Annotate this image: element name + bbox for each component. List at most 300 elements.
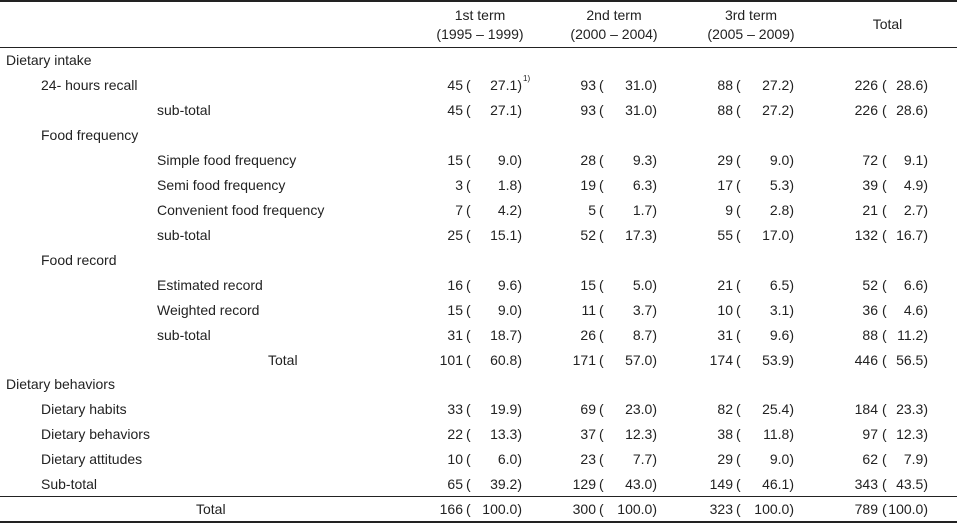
row-label: Dietary behaviors	[41, 426, 150, 442]
paren-close: )	[652, 501, 657, 517]
cell-count: 55	[717, 227, 733, 243]
paren-open: (	[466, 476, 471, 492]
cell-percent	[617, 323, 657, 348]
paren-open: (	[882, 277, 887, 293]
cell-percent	[754, 397, 794, 422]
paren-close: )	[517, 202, 522, 218]
paren-open: (	[882, 327, 887, 343]
cell-count: 82	[717, 401, 733, 417]
cell-count: 132	[854, 227, 878, 243]
bottom-rule	[0, 521, 957, 523]
cell-percent	[482, 148, 522, 173]
paren-open: (	[882, 476, 887, 492]
row-label: 24- hours recall	[41, 77, 138, 93]
row-label: Weighted record	[157, 302, 260, 318]
paren-close: )	[789, 177, 794, 193]
paren-open: (	[466, 352, 471, 368]
cell-percent	[482, 447, 522, 472]
percent-value: 6.5	[769, 277, 790, 293]
cell-count: 88	[862, 327, 878, 343]
percent-value: 5.0	[632, 277, 653, 293]
percent-value: 5.3	[769, 177, 790, 193]
cell-percent	[888, 447, 928, 472]
paren-close: )	[517, 451, 522, 467]
paren-close: )	[923, 227, 928, 243]
paren-open: (	[736, 501, 741, 517]
paren-close: )	[923, 202, 928, 218]
paren-open: (	[736, 302, 741, 318]
row-label: Convenient food frequency	[157, 202, 325, 218]
percent-value: 28.6	[896, 102, 924, 118]
cell-percent	[617, 422, 657, 447]
paren-open: (	[736, 352, 741, 368]
cell-percent	[888, 273, 928, 298]
paren-open: (	[466, 501, 471, 517]
percent-value: 15.1	[490, 227, 518, 243]
row-label: Dietary attitudes	[41, 451, 143, 467]
cell-percent	[617, 348, 657, 373]
cell-percent	[754, 348, 794, 373]
paren-open: (	[736, 202, 741, 218]
paren-open: (	[882, 77, 887, 93]
table-row	[0, 73, 957, 98]
cell-count: 21	[862, 202, 878, 218]
paren-close: )	[517, 476, 522, 492]
paren-open: (	[882, 401, 887, 417]
row-label: Dietary habits	[41, 401, 127, 417]
paren-close: )	[789, 352, 794, 368]
cell-percent	[754, 198, 794, 223]
paren-close: )	[517, 501, 522, 517]
paren-open: (	[466, 401, 471, 417]
percent-value: 46.1	[762, 476, 790, 492]
percent-value: 27.1	[490, 102, 518, 118]
paren-close: )	[517, 177, 522, 193]
cell-percent	[754, 323, 794, 348]
paren-open: (	[882, 177, 887, 193]
cell-count: 72	[862, 152, 878, 168]
table-row	[0, 48, 957, 73]
table-row	[0, 98, 957, 123]
paren-close: )	[789, 476, 794, 492]
cell-count: 69	[580, 401, 596, 417]
percent-value: 7.9	[903, 451, 924, 467]
percent-value: 23.0	[625, 401, 653, 417]
cell-count: 226	[854, 102, 878, 118]
cell-percent	[888, 422, 928, 447]
cell-count: 9	[725, 202, 733, 218]
table-row	[0, 422, 957, 447]
paren-open: (	[736, 277, 741, 293]
paren-close: )	[652, 327, 657, 343]
cell-count: 36	[862, 302, 878, 318]
cell-percent	[482, 198, 522, 223]
paren-open: (	[599, 102, 604, 118]
paren-open: (	[736, 102, 741, 118]
cell-percent	[482, 323, 522, 348]
paren-close: )	[923, 77, 928, 93]
percent-value: 100.0	[888, 501, 924, 517]
percent-value: 6.0	[497, 451, 518, 467]
cell-count: 300	[572, 501, 596, 517]
table-row	[0, 223, 957, 248]
paren-open: (	[882, 302, 887, 318]
paren-open: (	[599, 202, 604, 218]
percent-value: 60.8	[490, 352, 518, 368]
term-years: (1995 – 1999)	[436, 26, 524, 42]
paren-close: )	[517, 401, 522, 417]
cell-percent	[617, 447, 657, 472]
paren-open: (	[466, 102, 471, 118]
row-label: Sub-total	[41, 476, 98, 492]
cell-percent	[888, 323, 928, 348]
paren-open: (	[599, 426, 604, 442]
paren-open: (	[599, 152, 604, 168]
cell-count: 23	[580, 451, 596, 467]
paren-open: (	[599, 401, 604, 417]
cell-count: 15	[580, 277, 596, 293]
percent-value: 2.7	[903, 202, 924, 218]
cell-percent	[482, 273, 522, 298]
cell-percent	[754, 472, 794, 497]
paren-close: )	[789, 401, 794, 417]
paren-close: )	[652, 202, 657, 218]
paren-open: (	[599, 77, 604, 93]
row-label: Total	[196, 501, 226, 517]
cell-percent	[617, 73, 657, 98]
cell-percent	[617, 497, 657, 522]
term-years: (2005 – 2009)	[707, 26, 795, 42]
paren-open: (	[882, 102, 887, 118]
cell-count: 37	[580, 426, 596, 442]
paren-open: (	[882, 501, 887, 517]
percent-value: 18.7	[490, 327, 518, 343]
percent-value: 27.2	[762, 77, 790, 93]
percent-value: 100.0	[617, 501, 653, 517]
percent-value: 100.0	[482, 501, 518, 517]
cell-count: 15	[447, 302, 463, 318]
cell-percent	[888, 348, 928, 373]
paren-close: )	[652, 77, 657, 93]
table-row	[0, 447, 957, 472]
cell-count: 101	[439, 352, 463, 368]
paren-close: )	[923, 177, 928, 193]
cell-count: 93	[580, 77, 596, 93]
percent-value: 100.0	[754, 501, 790, 517]
cell-count: 789	[854, 501, 878, 517]
paren-close: )	[652, 102, 657, 118]
cell-count: 38	[717, 426, 733, 442]
paren-open: (	[882, 202, 887, 218]
paren-close: )	[923, 451, 928, 467]
cell-count: 97	[862, 426, 878, 442]
paren-close: )	[652, 277, 657, 293]
cell-percent	[754, 447, 794, 472]
percent-value: 17.0	[762, 227, 790, 243]
percent-value: 6.3	[632, 177, 653, 193]
cell-count: 29	[717, 152, 733, 168]
paren-close: )	[517, 352, 522, 368]
paren-open: (	[736, 401, 741, 417]
header-total: Total	[872, 16, 903, 32]
cell-percent	[888, 223, 928, 248]
paren-close: )	[789, 227, 794, 243]
cell-count: 15	[447, 152, 463, 168]
top-rule	[0, 0, 957, 2]
table-row	[0, 273, 957, 298]
cell-count: 52	[580, 227, 596, 243]
term-years: (2000 – 2004)	[570, 26, 658, 42]
paren-open: (	[882, 227, 887, 243]
paren-close: )	[789, 152, 794, 168]
percent-value: 16.7	[896, 227, 924, 243]
paren-open: (	[466, 451, 471, 467]
cell-count: 10	[717, 302, 733, 318]
paren-open: (	[466, 152, 471, 168]
percent-value: 27.1	[490, 77, 518, 93]
cell-percent	[888, 298, 928, 323]
percent-value: 11.8	[763, 426, 790, 442]
table-row	[0, 323, 957, 348]
row-label: Estimated record	[157, 277, 263, 293]
paren-open: (	[736, 177, 741, 193]
percent-value: 13.3	[490, 426, 518, 442]
cell-percent	[482, 173, 522, 198]
paren-close: )	[923, 102, 928, 118]
paren-open: (	[736, 327, 741, 343]
cell-count: 62	[862, 451, 878, 467]
cell-percent	[888, 73, 928, 98]
cell-percent	[888, 198, 928, 223]
paren-close: )	[517, 227, 522, 243]
percent-value: 7.7	[632, 451, 653, 467]
percent-value: 9.0	[497, 302, 518, 318]
cell-percent	[482, 98, 522, 123]
cell-count: 3	[455, 177, 463, 193]
percent-value: 56.5	[896, 352, 924, 368]
paren-close: )	[923, 401, 928, 417]
paren-close: )	[652, 451, 657, 467]
cell-percent	[754, 273, 794, 298]
percent-value: 8.7	[632, 327, 653, 343]
table-row	[0, 348, 957, 373]
cell-count: 45	[447, 102, 463, 118]
paren-close: )	[923, 352, 928, 368]
header-term-2	[554, 6, 674, 44]
cell-percent	[888, 98, 928, 123]
row-label: Food record	[41, 252, 117, 268]
cell-percent	[888, 472, 928, 497]
paren-close: )	[652, 426, 657, 442]
percent-value: 9.0	[497, 152, 518, 168]
cell-count: 149	[709, 476, 733, 492]
paren-close: )	[923, 476, 928, 492]
cell-percent	[482, 497, 522, 522]
percent-value: 53.9	[762, 352, 790, 368]
table-row	[0, 497, 957, 522]
percent-value: 1.8	[497, 177, 518, 193]
paren-open: (	[599, 227, 604, 243]
cell-count: 171	[572, 352, 596, 368]
cell-count: 7	[455, 202, 463, 218]
cell-count: 184	[854, 401, 878, 417]
paren-close: )	[652, 352, 657, 368]
paren-open: (	[466, 327, 471, 343]
paren-open: (	[882, 451, 887, 467]
table-row	[0, 148, 957, 173]
cell-count: 5	[588, 202, 596, 218]
paren-close: )	[789, 501, 794, 517]
paren-open: (	[599, 302, 604, 318]
cell-percent	[482, 298, 522, 323]
paren-close: )	[517, 426, 522, 442]
cell-percent	[888, 148, 928, 173]
percent-value: 9.0	[769, 451, 790, 467]
paren-close: )	[789, 202, 794, 218]
percent-value: 17.3	[625, 227, 653, 243]
paren-close: )	[652, 476, 657, 492]
paren-close: )	[789, 451, 794, 467]
cell-percent	[754, 497, 794, 522]
row-label: sub-total	[157, 327, 211, 343]
total-rule	[0, 496, 957, 497]
cell-percent	[482, 348, 522, 373]
cell-count: 45	[447, 77, 463, 93]
percent-value: 2.8	[769, 202, 790, 218]
cell-count: 88	[717, 77, 733, 93]
paren-close: )	[923, 501, 928, 517]
paren-open: (	[736, 152, 741, 168]
cell-count: 17	[717, 177, 733, 193]
cell-count: 22	[447, 426, 463, 442]
table-row	[0, 472, 957, 497]
cell-count: 31	[447, 327, 463, 343]
percent-value: 39.2	[490, 476, 518, 492]
paren-close: )	[789, 102, 794, 118]
paren-open: (	[599, 476, 604, 492]
percent-value: 9.3	[632, 152, 653, 168]
cell-percent	[754, 298, 794, 323]
paren-close: )	[923, 152, 928, 168]
paren-close: )	[789, 277, 794, 293]
cell-count: 25	[447, 227, 463, 243]
percent-value: 9.6	[497, 277, 518, 293]
cell-count: 323	[709, 501, 733, 517]
paren-open: (	[736, 476, 741, 492]
paren-open: (	[599, 277, 604, 293]
row-label: sub-total	[157, 227, 211, 243]
row-label: sub-total	[157, 102, 211, 118]
footnote-wrap	[523, 73, 530, 98]
table-row	[0, 372, 957, 397]
paren-open: (	[736, 77, 741, 93]
paren-close: )	[652, 152, 657, 168]
cell-count: 52	[862, 277, 878, 293]
percent-value: 28.6	[896, 77, 924, 93]
cell-percent	[888, 397, 928, 422]
paren-open: (	[466, 77, 471, 93]
percent-value: 31.0	[625, 102, 653, 118]
paren-close: )	[789, 426, 794, 442]
cell-count: 10	[447, 451, 463, 467]
paren-close: )	[652, 401, 657, 417]
cell-percent	[617, 472, 657, 497]
percent-value: 3.7	[632, 302, 653, 318]
cell-count: 21	[717, 277, 733, 293]
cell-count: 28	[580, 152, 596, 168]
table-row	[0, 397, 957, 422]
paren-close: )	[923, 277, 928, 293]
cell-percent	[754, 173, 794, 198]
cell-percent	[482, 472, 522, 497]
percent-value: 25.4	[762, 401, 790, 417]
cell-count: 29	[717, 451, 733, 467]
cell-count: 19	[580, 177, 596, 193]
cell-count: 343	[854, 476, 878, 492]
cell-count: 65	[447, 476, 463, 492]
paren-close: )	[789, 302, 794, 318]
percent-value: 3.1	[769, 302, 790, 318]
paren-open: (	[599, 501, 604, 517]
table-row	[0, 298, 957, 323]
percent-value: 9.0	[769, 152, 790, 168]
row-label: Food frequency	[41, 127, 139, 143]
cell-percent	[617, 173, 657, 198]
cell-count: 11	[581, 302, 596, 318]
term-name: 1st term	[454, 7, 506, 23]
paren-open: (	[882, 152, 887, 168]
percent-value: 4.6	[903, 302, 924, 318]
term-name: 2nd term	[586, 7, 642, 23]
row-label: Dietary behaviors	[6, 376, 115, 392]
paren-close: )	[517, 77, 522, 93]
table-row	[0, 248, 957, 273]
percent-value: 12.3	[896, 426, 924, 442]
paren-close: )	[517, 302, 522, 318]
cell-count: 31	[717, 327, 733, 343]
paren-close: )	[923, 426, 928, 442]
cell-percent	[617, 273, 657, 298]
paren-close: )	[652, 177, 657, 193]
percent-value: 9.6	[769, 327, 790, 343]
header-term-3	[691, 6, 811, 44]
term-name: 3rd term	[724, 7, 778, 23]
paren-open: (	[466, 227, 471, 243]
percent-value: 6.6	[903, 277, 924, 293]
cell-percent	[617, 397, 657, 422]
cell-percent	[617, 148, 657, 173]
cell-percent	[482, 397, 522, 422]
percent-value: 27.2	[762, 102, 790, 118]
percent-value: 57.0	[625, 352, 653, 368]
cell-percent	[754, 422, 794, 447]
cell-count: 446	[854, 352, 878, 368]
percent-value: 4.9	[903, 177, 924, 193]
cell-percent	[754, 73, 794, 98]
percent-value: 43.5	[896, 476, 924, 492]
percent-value: 4.2	[497, 202, 518, 218]
percent-value: 11.2	[897, 327, 924, 343]
cell-count: 26	[580, 327, 596, 343]
cell-count: 39	[862, 177, 878, 193]
cell-count: 93	[580, 102, 596, 118]
paren-close: )	[517, 102, 522, 118]
paren-close: )	[923, 302, 928, 318]
paren-open: (	[466, 202, 471, 218]
cell-percent	[754, 223, 794, 248]
cell-percent	[888, 497, 928, 522]
paren-open: (	[736, 426, 741, 442]
